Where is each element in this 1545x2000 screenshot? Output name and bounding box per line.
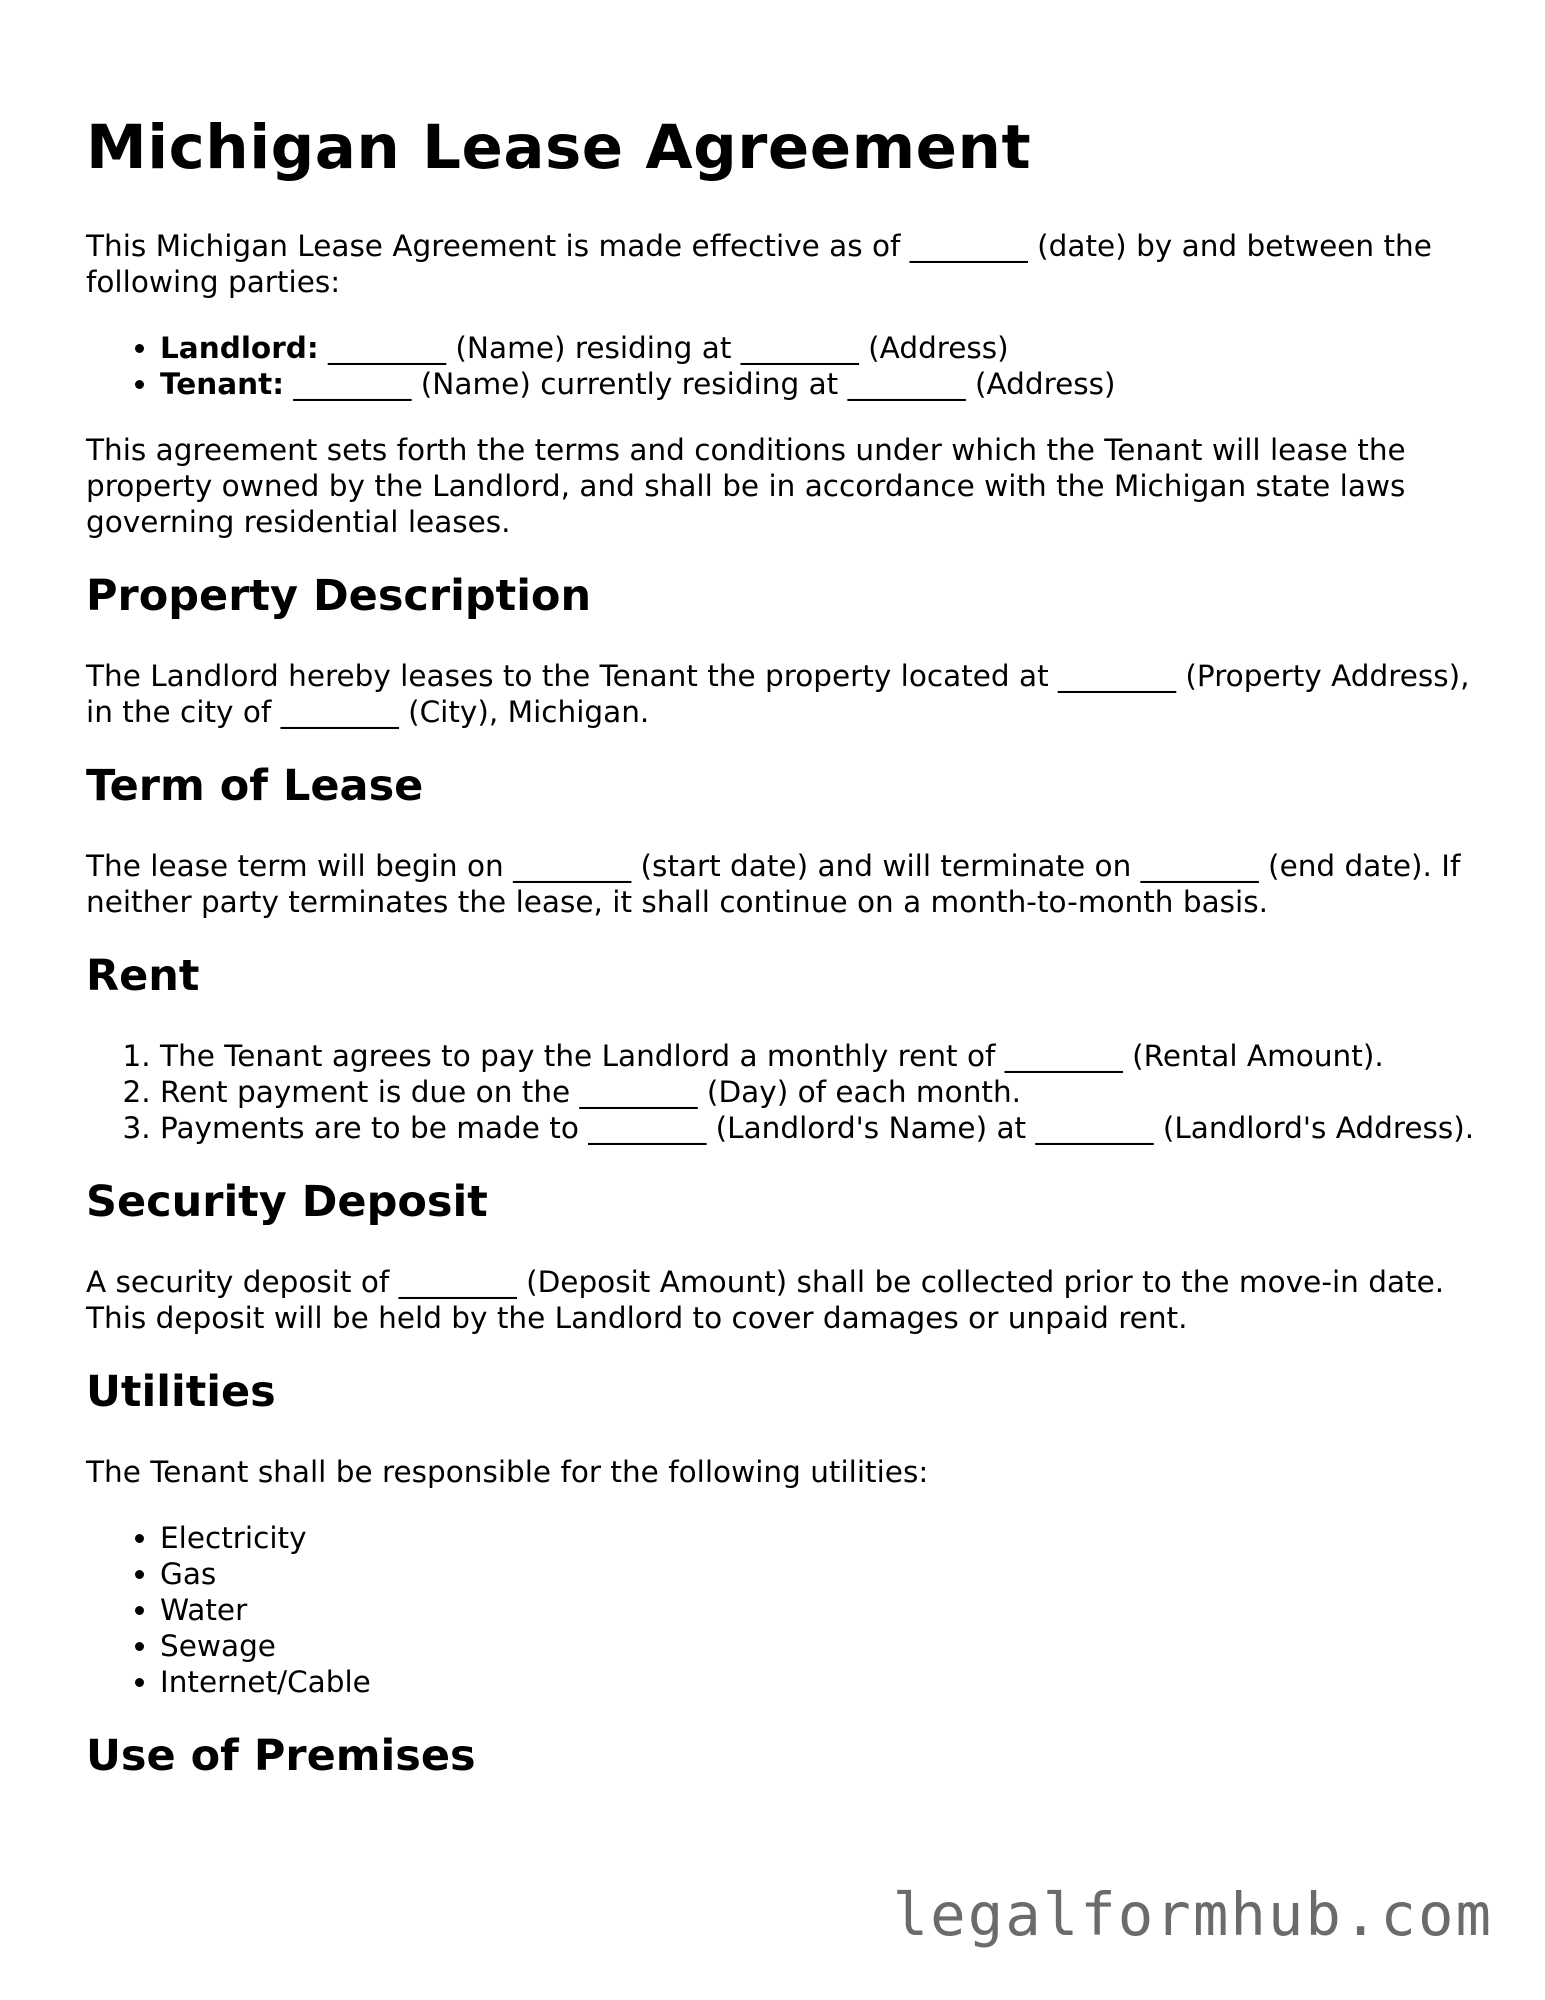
list-item: 1. The Tenant agrees to pay the Landlord a monthly rent of ________ (Rental Amount). bbox=[160, 1038, 1476, 1074]
party-landlord bbox=[160, 330, 1476, 366]
party-text: ________ (Name) currently residing at ________ (Address) bbox=[284, 367, 1116, 401]
section-heading-rent: Rent bbox=[86, 951, 200, 1001]
property-paragraph: The Landlord hereby leases to the Tenant the property located at ________ (Property Address), in the city of ________ (City), Michigan. bbox=[86, 659, 1470, 729]
parties-list bbox=[86, 330, 1476, 402]
list-item: • Water bbox=[160, 1592, 1476, 1628]
intro-paragraph: This Michigan Lease Agreement is made effective as of ________ (date) by and between the following parties: bbox=[86, 229, 1432, 299]
section-heading-premises: Use of Premises bbox=[86, 1731, 476, 1781]
list-item: 3. Payments are to be made to ________ (Landlord's Name) at ________ (Landlord's Address). bbox=[160, 1110, 1476, 1146]
rent-list bbox=[86, 1038, 1476, 1146]
section-heading-utilities: Utilities bbox=[86, 1367, 276, 1417]
section-heading-term: Term of Lease bbox=[86, 761, 424, 811]
list-item: • Electricity bbox=[160, 1520, 1476, 1556]
list-item: • Sewage bbox=[160, 1628, 1476, 1664]
utilities-list bbox=[86, 1520, 1476, 1700]
list-item: • Internet/Cable bbox=[160, 1664, 1476, 1700]
document-page bbox=[86, 112, 1476, 1818]
list-item: • Gas bbox=[160, 1556, 1476, 1592]
section-heading-deposit: Security Deposit bbox=[86, 1177, 488, 1227]
agreement-paragraph: This agreement sets forth the terms and conditions under which the Tenant will lease the property owned by the Landlord, and shall be in accordance with the Michigan state laws governing residential leases. bbox=[86, 433, 1406, 539]
list-item: 2. Rent payment is due on the ________ (Day) of each month. bbox=[160, 1074, 1476, 1110]
document-title: Michigan Lease Agreement bbox=[86, 112, 1032, 183]
party-label: Landlord: bbox=[160, 331, 319, 365]
watermark-logo: legalformhub.com bbox=[892, 1880, 1493, 1949]
term-paragraph: The lease term will begin on ________ (start date) and will terminate on ________ (end date). If neither party terminates the lease, it shall continue on a month-to-month basis. bbox=[86, 849, 1461, 919]
utilities-paragraph: The Tenant shall be responsible for the following utilities: bbox=[86, 1455, 929, 1489]
party-label: Tenant: bbox=[160, 367, 285, 401]
deposit-paragraph: A security deposit of ________ (Deposit Amount) shall be collected prior to the move-in date. This deposit will be held by the Landlord to cover damages or unpaid rent. bbox=[86, 1265, 1445, 1335]
section-heading-property: Property Description bbox=[86, 571, 592, 621]
party-tenant bbox=[160, 366, 1476, 402]
party-text: ________ (Name) residing at ________ (Address) bbox=[318, 331, 1009, 365]
